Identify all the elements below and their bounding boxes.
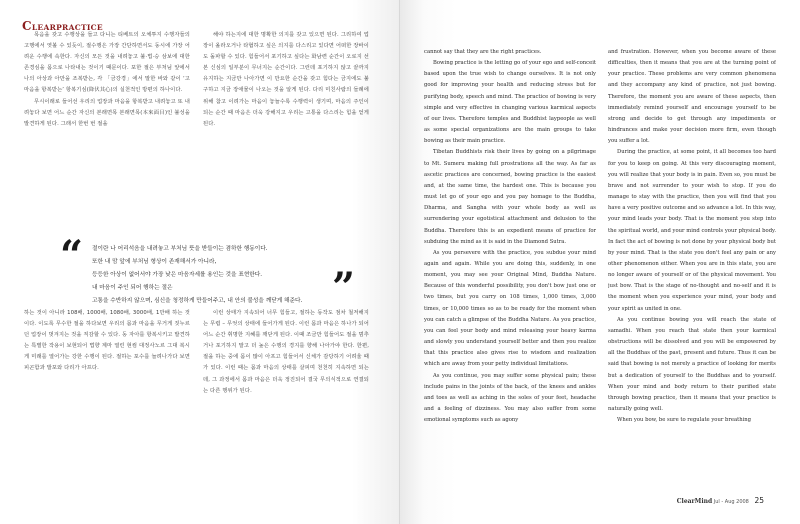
pull-quote-line: 고통을 수반하지 않으며, 심신을 청정하게 만들어주고, 내 안의 불성을 깨닫게 해준다.	[92, 298, 303, 304]
korean-column-2-bottom	[203, 308, 369, 518]
page-footer	[677, 496, 764, 505]
english-paragraph: As you continue, you may suffer some physical pain; these include pains in the joints of the back, of the knees and ankles and toes as well as aching in the soles of your feet, headache and a feeling of dizziness. You may also suffer from some emotional symptoms such as agony	[424, 372, 596, 424]
english-column-1	[424, 47, 596, 513]
english-paragraph: and frustration. However, when you become aware of these difficulties, then it means that you are at the turning point of your practice. These problems are very common phenomena and they accompany any kind of practice, not just bowing. Therefore, the moment you are aware of these aspects, then immediately remind yourself and encourage yourself to be strong and decide to get through any impediments or hindrances and make your decision more firm, even though you suffer a lot.	[608, 49, 776, 145]
korean-paragraph: 해야 하는지에 대한 명확한 의지를 갖고 있으면 된다. 그리하여 업장이 올라오거나 타협하고 싶은 의지를 다스리고 있다면 어떠한 장바이도 돌파할 수 있다. 힘들어서 포기하고 싶다는 화남련 순간이 오로지 선본 신심의 일부분이 무너지는 순간이다. 그런데 포기하지 않고 끝까지 유지하는 지금만 나아가면 이 만요한 순간을 갖고 힘다는 금지에도 불구하고 지금 장애물이 나오는 것을 알게 된다. 다리 미친사람의 들례에 위해 참고 이려가는 마음이 놓늘수록 수행력이 생기며, 마음의 주인이 되는 순간 때 마음은 더욱 강해지고 우리는 고통을 다스리는 힘을 얻게 된다.	[203, 32, 369, 127]
english-paragraph: Bowing practice is the letting go of your ego and self-conceit based upon the true wish to change ourselves. It is not only good for improving your health and reducing stress but for purifying body, speech and mind. The practice of bowing is very simple and very effective in changing various karmical aspects of our lives. Therefore temples and Buddhist laypeople as well as some special organizations are the main groups to take bowing as their main practice.	[424, 60, 596, 145]
english-paragraph: cannot say that they are the right practices.	[424, 49, 542, 55]
page-number: 25	[754, 496, 764, 505]
english-column-2	[608, 47, 776, 503]
open-quote-icon: “	[60, 232, 84, 279]
footer-brand: ClearMind	[676, 498, 713, 505]
right-page	[400, 0, 800, 524]
korean-paragraph: 목음을 갖고 수행상을 들고 다니는 티베트의 오체투지 수행자들의 고행에서 엿볼 수 있듯이, 절수행은 가장 간단하면서도 동시에 가장 어려운 수행에 속한다. 자신의 모든 것을 내려놓고 불·법·승 삼보에 대한 존경심을 몸으로 나타내는 것이기 때문이다. 포한 절은 부처님 앞에서 나의 아상과 아만을 조복받는, 각 「금강경」에서 말한 바와 같이 ‘고 마음을 항복받는’ 항복기심(降伏其心)의 실천적인 방편의 하나이다.	[24, 32, 190, 94]
close-quote-icon: ”	[332, 264, 356, 311]
logo-lear: LEAR	[31, 23, 57, 32]
english-paragraph: As you persevere with the practice, you subdue your mind again and again. While you are doing this, suddenly, in one moment, you may see your Original Mind, Buddha Nature. Because of this wonderful possibility, you don't bow just one or two times, but you carry on 108 times, 1,000 times, 3,000 times, or 10,000 times so as to be ready for the moment when you can catch a glimpse of the Buddha Nature. As you practice, you can feel your body and mind releasing your heavy karma and slowly you understand yourself better and then you realize that this practice also gives rise to wisdom and realization which are away from your petty individual limitations.	[424, 249, 596, 368]
pull-quote-line: 또한 내 맘 앞에 부처님 형상이 존재해서가 아니라,	[92, 259, 217, 265]
korean-column-1-bottom	[24, 308, 190, 518]
logo-practice: PRACTICE	[56, 23, 103, 32]
pull-quote-line: 등등한 아상이 없어서야 가장 낮은 마음자세를 용인는 것을 표현한다.	[92, 272, 263, 278]
english-paragraph: As you continue bowing you will reach the state of samadhi. When you reach that state then your karmical obstructions will be dissolved and you will be empowered by all the Buddhas of the past, present and future. Thus it can be said that bowing is not merely a practice of looking for merits but a dedication of yourself to the Buddhas and to yourself. When your mind and body return to their purified state through bowing practice, then it means that your practice is naturally going well.	[608, 316, 776, 412]
pull-quote-line: 내 마음이 주인 되어 행하는 절은	[92, 285, 173, 291]
english-paragraph: During the practice, at some point, it all becomes too hard for you to keep on going. At this very discouraging moment, you will realize that your body is in pain. Even so, you must be brave and not surrender to your wish to stop. If you do manage to stay with the practice, then you will find that you have a very positive outcome and so advance a lot. In this way, your mind leads your body. That is the moment you step into the spiritual world, and your mind controls your physical body. In fact the act of bowing is not done by your physical body but by your mind. That is the state you don't feel any pain or any other phenomenon either. When you are in this state, you are no longer aware of yourself or of the physical movement. You just bow. That is the stage of no-thought and no-self and it is the moment when you experience your mind, your body and your spirit as united in one.	[608, 149, 776, 312]
footer-issue: Jul - Aug 2008	[713, 499, 749, 505]
korean-paragraph: 무시이래로 들어선 우리의 업장과 마음을 항복받고 내려놓고 또 내려놓다 보면 어느 순간 자신의 본래면목 본래면목(本來面目)인 불성을 발견하게 된다. 그래서 한번 번 절을	[24, 98, 190, 127]
korean-column-2-top	[203, 30, 369, 230]
pull-quote-line: 절이란 나 어리석음을 내려놓고 부처님 뜻을 받들이는 겸하한 행동이다.	[92, 246, 268, 252]
english-paragraph: Tibetan Buddhists risk their lives by going on a pilgrimage to Mt. Sumeru making full prostrations all the way. As far as ascetic practices are concerned, bowing practice is the easiest and, at the same time, the hardest one. This is because you must let go of your ego and you pay homage to the Buddha, Dharma, and Sangha with your whole body as well as surrendering your egotistical attachment and delusion to the Buddha. Therefore this is an expedient means of practice for subduing the mind as it is said in the Diamond Sutra.	[424, 149, 596, 245]
pull-quote	[92, 243, 352, 308]
korean-paragraph: 이런 상태가 지속되어 너무 힘들고, 절하는 동작도 점차 철저해지는 무렵 – 무엇의 상태에 들어가게 된다. 이런 몸과 마음은 하나가 되어 어느 순간 휘명한 지혜를 깨닫게 된다. 이때 조금만 힘들어도 절을 멈추거나 포기하지 말고 더 높은 수행의 경지를 향해 나아가야 한다. 한편, 절을 하는 중에 몸이 많이 아프고 힘들어서 신체가 감당하기 어려울 때가 있다. 이런 때는 몸과 마음의 상태를 살피며 천천히 지속하면 되는데, 그 과정에서 몸과 마음은 더욱 정진되어 결국 무의식적으로 연결되는 다른 행위가 된다.	[203, 310, 369, 394]
korean-paragraph: 하는 것이 아니라 108배, 1000배, 1080배, 3000배, 1만배 하는 것이다. 이도록 무수한 절을 하다보면 우리의 몸과 마음을 무거게 짓누르던 업장이 벗겨지는 것을 직감할 수 있다. 동 자아를 항복시키고 발견하는 특별한 작용이 보현되어 법향 계마 열린 현컴 대정사노르 그대 복시게 미래를 열어가는 강한 수행이 된다. 절하는 포수를 늘려나가다 보면 피곤함과 발포와 다리가 아프다.	[24, 310, 190, 372]
english-paragraph: When you bow, be sure to regulate your breathing	[617, 417, 752, 424]
korean-column-1-top	[24, 30, 190, 230]
logo-initial: C	[22, 19, 32, 33]
